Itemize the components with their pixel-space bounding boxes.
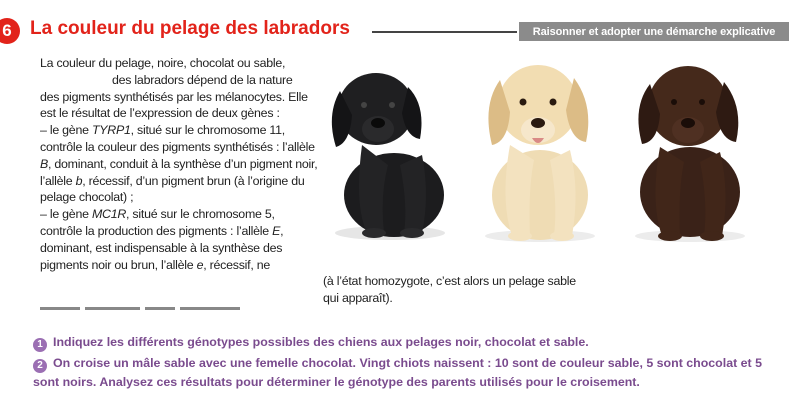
text-span: , récessif, d’un pigment brun (à l’origine du pelage chocolat) ; — [40, 173, 305, 205]
text-span: , récessif, ne — [203, 257, 271, 272]
body-line: La couleur du pelage, noire, chocolat ou sable, — [40, 56, 286, 70]
black-labrador-photo — [322, 55, 457, 245]
allele-e: e — [196, 257, 204, 272]
gene-name-mc1r: MC1R — [91, 207, 127, 222]
question-2 — [33, 354, 763, 392]
allele-b: b — [75, 173, 83, 188]
text-span: – le gène — [40, 207, 92, 222]
black-dog-figure — [332, 73, 445, 240]
allele-B: B — [40, 156, 49, 171]
body-line: des labradors dépend de la nature — [112, 72, 293, 87]
question-number-badge: 2 — [33, 359, 47, 373]
text-span: , dominant, conduit à la synthèse d’un pigment noir, l’allèle — [40, 156, 318, 188]
question-text: Indiquez les différents génotypes possibles des chiens aux pelages noir, chocolat et sable. — [53, 335, 589, 349]
yellow-labrador-photo — [470, 50, 608, 245]
text-span: , situé sur le chromosome 11, contrôle la couleur des pigments synthétisés : l’allèle — [40, 123, 315, 154]
text-span: , dominant, est indispensable à la synthèse des pigments noir ou brun, l’allèle — [40, 223, 284, 272]
cut-off-text-line — [40, 307, 260, 312]
question-number-badge: 1 — [33, 338, 47, 352]
text-span: – le gène — [40, 123, 92, 138]
continuation-text: (à l’état homozygote, c’est alors un pelage sable qui apparaît). — [323, 274, 576, 305]
gene-mc1r-paragraph — [40, 206, 318, 273]
gene-name-tyrp1: TYRP1 — [91, 123, 131, 138]
gene-tyrp1-paragraph — [40, 122, 318, 206]
body-paragraph: des pigments synthétisés par les mélanocytes. Elle est le résultat de l’expression de deux gènes : — [40, 89, 308, 121]
skill-tag: Raisonner et adopter une démarche explicative — [519, 22, 789, 41]
title-divider — [372, 31, 517, 33]
allele-E: E — [272, 223, 281, 238]
text-span: , situé sur le chromosome 5, contrôle la production des pigments : l’allèle — [40, 207, 275, 238]
chocolate-labrador-photo — [622, 52, 757, 245]
exercise-title: La couleur du pelage des labradors — [30, 18, 350, 39]
yellow-dog-figure — [485, 65, 595, 242]
exercise-number-badge: 6 — [0, 18, 20, 44]
chocolate-dog-figure — [635, 66, 745, 242]
body-text — [40, 55, 318, 273]
question-1 — [33, 333, 763, 352]
question-text: On croise un mâle sable avec une femelle chocolat. Vingt chiots naissent : 10 sont de couleur sable, 5 sont chocolat et 5 sont noirs. Analysez ces résultats pour déterminer le génotype des parents utilisés pour le croisement. — [33, 356, 763, 389]
